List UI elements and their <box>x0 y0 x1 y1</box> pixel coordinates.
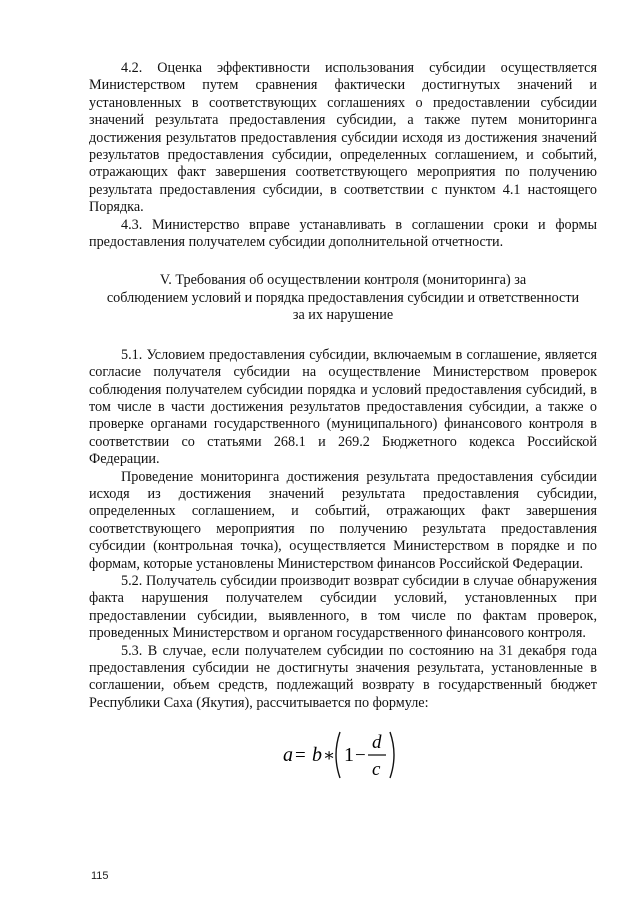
section-title-line: соблюдением условий и порядка предоставления субсидии и ответственности <box>106 289 580 306</box>
paragraph-4-3: 4.3. Министерство вправе устанавливать в соглашении сроки и формы предоставления получателем субсидии дополнительной отчетности. <box>89 216 597 251</box>
formula-minus: − <box>355 745 366 767</box>
formula-numerator: d <box>372 732 382 754</box>
formula-lhs: a <box>283 744 293 767</box>
paragraph-5-3: 5.3. В случае, если получателем субсидии по состоянию на 31 декабря года предоставления субсидии не достигнуты значения результата, установленные в соглашении, объем средств, подлежащий возврату в государственный бюджет Республики Саха (Якутия), рассчитывается по формуле: <box>89 642 597 711</box>
refund-formula <box>89 726 597 784</box>
formula-graphic <box>283 726 403 784</box>
page-number: 115 <box>91 870 109 882</box>
section-title-line: за их нарушение <box>292 307 394 324</box>
paragraph-monitoring: Проведение мониторинга достижения результата предоставления субсидии исходя из достижения значений результата предоставления субсидии, определенных соглашением, и событий, отражающих факт завершения соответствующего мероприятия по получению результата предоставления субсидии (контрольная точка), осуществляется Министерством в порядке и по формам, которые установлены Министерством финансов Российской Федерации. <box>89 468 597 572</box>
section-title-line: V. Требования об осуществлении контроля (мониторинга) за <box>159 272 527 289</box>
formula-b: b <box>312 744 322 767</box>
paragraph-4-2: 4.2. Оценка эффективности использования субсидии осуществляется Министерством путем сравнения фактически достигнутых значений и установленных в соответствующих соглашениях о предоставлении субсидии значений результата предоставления субсидии, а также путем мониторинга достижения результатов предоставления субсидии исходя из достижения значений результатов предоставления субсидии, определенных соглашением, и событий, отражающих факт завершения соответствующего мероприятия по получению результата предоставления субсидии, в соответствии с пунктом 4.1 настоящего Порядка. <box>89 60 597 216</box>
paragraph-5-2: 5.2. Получатель субсидии производит возврат субсидии в случае обнаружения факта нарушения получателем субсидии условий, установленных при предоставлении субсидии, выявленного, в том числе по фактам проверок, проведенных Министерством и органом государственного финансового контроля. <box>89 572 597 642</box>
formula-right-paren <box>390 732 394 778</box>
document-body <box>89 60 597 784</box>
formula-times: ∗ <box>323 745 336 766</box>
formula-left-paren <box>336 732 340 778</box>
formula-denominator: c <box>372 759 381 781</box>
section-title-v <box>89 272 597 324</box>
formula-equals: = <box>295 745 306 767</box>
paragraph-5-1: 5.1. Условием предоставления субсидии, включаемым в соглашение, является согласие получателя субсидии на осуществление Министерством проверок соблюдения получателем субсидии порядка и условий предоставления субсидий, в том числе в части достижения результатов предоставления субсидии, а также о проверке органами государственного (муниципального) финансового контроля в соответствии со статьями 268.1 и 269.2 Бюджетного кодекса Российской Федерации. <box>89 346 597 468</box>
formula-one: 1 <box>344 744 354 767</box>
